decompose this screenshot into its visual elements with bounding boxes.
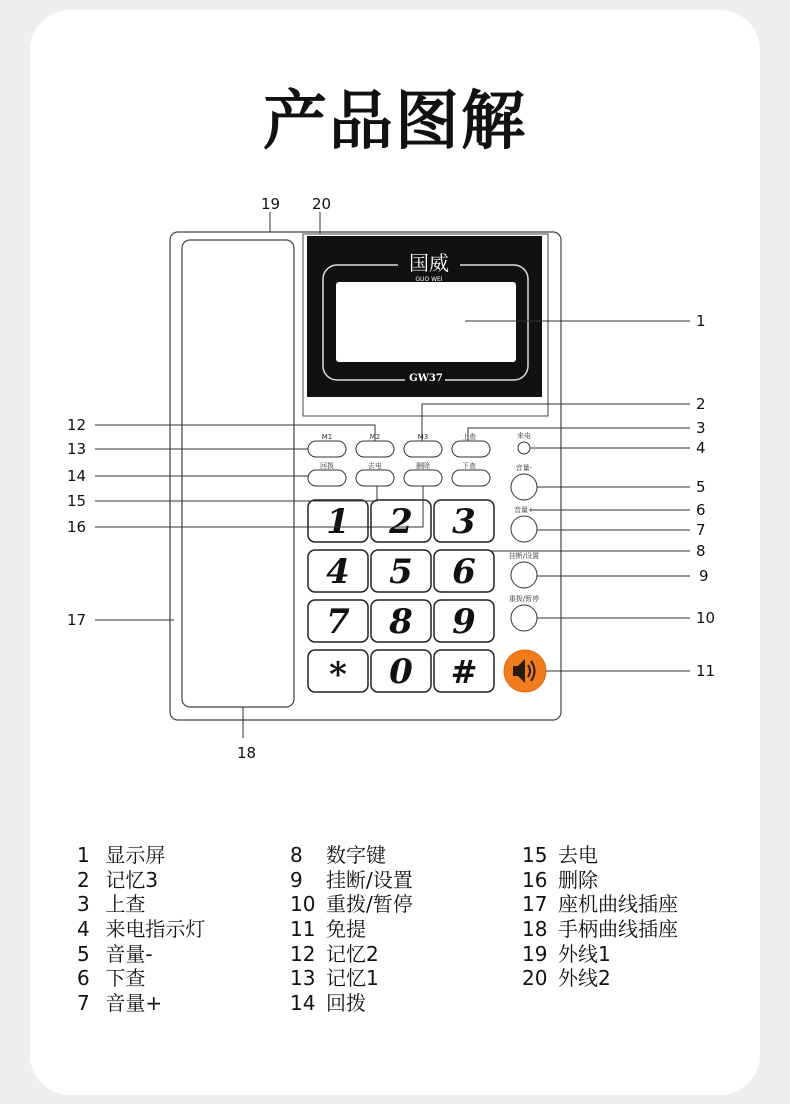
legend-item: 6 下查 <box>77 966 146 991</box>
brand-sub: GUO WEI <box>415 276 443 283</box>
callout-2: 2 <box>696 395 706 413</box>
delete-button[interactable] <box>404 470 442 486</box>
m3-button[interactable] <box>404 441 442 457</box>
legend-item: 15 去电 <box>522 843 598 867</box>
legend-item: 20 外线2 <box>522 966 611 991</box>
callout-5: 5 <box>696 478 706 496</box>
key-8-label: 8 <box>389 602 413 642</box>
callout-3: 3 <box>696 419 706 437</box>
page-title: 产品图解 <box>263 85 527 159</box>
key-0-label: 0 <box>389 652 413 692</box>
handset <box>182 240 294 707</box>
callout-17: 17 <box>67 611 87 629</box>
legend-item: 10 重拨/暂停 <box>290 892 413 917</box>
legend-item: 14 回拨 <box>290 991 366 1016</box>
legend-col-1 <box>77 843 205 1016</box>
legend-item: 8 数字键 <box>290 843 386 867</box>
m2-button[interactable] <box>356 441 394 457</box>
incoming-indicator-light <box>518 442 530 454</box>
key-star-label: * <box>329 655 347 695</box>
callout-14: 14 <box>67 467 87 485</box>
callout-4: 4 <box>696 439 706 457</box>
legend-item: 2 记忆3 <box>77 867 159 892</box>
callout-19: 19 <box>261 195 281 213</box>
incoming-label: 来电 <box>517 432 531 440</box>
legend-item: 18 手柄曲线插座 <box>522 917 678 942</box>
vol-down-button[interactable] <box>511 474 537 500</box>
up-search-label: 上查 <box>462 433 476 441</box>
legend-item: 13 记忆1 <box>290 966 379 991</box>
redial-pause-label: 重拨/暂停 <box>508 595 540 603</box>
callout-6: 6 <box>696 501 706 519</box>
redial-pause-button[interactable] <box>511 605 537 631</box>
callout-7: 7 <box>696 521 706 539</box>
vol-down-label: 音量- <box>515 464 533 472</box>
key-7-label: 7 <box>326 602 350 642</box>
key-hash-label: # <box>450 653 478 691</box>
callout-12: 12 <box>67 416 87 434</box>
key-6-label: 6 <box>452 552 476 592</box>
hangup-label: 挂断/设置 <box>508 552 540 560</box>
lcd-screen <box>336 282 516 362</box>
outgoing-label: 去电 <box>368 462 382 470</box>
brand-name: 国威 <box>409 251 449 275</box>
callout-16: 16 <box>67 518 87 536</box>
outgoing-button[interactable] <box>356 470 394 486</box>
legend-item: 7 音量+ <box>77 991 163 1016</box>
delete-label: 删除 <box>416 462 430 470</box>
callout-15: 15 <box>67 492 87 510</box>
key-3-label: 3 <box>452 502 476 542</box>
key-5-label: 5 <box>389 552 413 592</box>
m1-label: M1 <box>321 433 333 441</box>
legend-item: 4 来电指示灯 <box>77 917 206 942</box>
vol-up-button[interactable] <box>511 516 537 542</box>
up-search-button[interactable] <box>452 441 490 457</box>
key-4-label: 4 <box>326 552 350 592</box>
down-search-label: 下查 <box>462 462 476 470</box>
legend-col-3 <box>522 843 678 991</box>
legend-item: 12 记忆2 <box>290 941 379 966</box>
key-2-label: 2 <box>389 502 413 542</box>
vol-up-label: 音量+ <box>514 506 534 514</box>
redial-button[interactable] <box>308 470 346 486</box>
legend-item: 19 外线1 <box>522 941 611 966</box>
hangup-button[interactable] <box>511 562 537 588</box>
m3-label: M3 <box>417 433 429 441</box>
legend-item: 17 座机曲线插座 <box>522 892 678 917</box>
callout-18: 18 <box>237 744 257 762</box>
callout-13: 13 <box>67 440 87 458</box>
legend-item: 16 删除 <box>522 867 598 892</box>
legend-item: 1 显示屏 <box>77 843 166 867</box>
m2-label: M2 <box>369 433 381 441</box>
legend-item: 3 上查 <box>77 892 146 917</box>
callout-11: 11 <box>696 662 716 680</box>
legend-col-2 <box>290 843 413 1016</box>
m1-button[interactable] <box>308 441 346 457</box>
callout-20: 20 <box>312 195 332 213</box>
callout-9: 9 <box>699 567 709 585</box>
legend-item: 5 音量- <box>77 941 153 966</box>
key-1-label: 1 <box>326 502 350 542</box>
callout-10: 10 <box>696 609 716 627</box>
redial-label: 回拨 <box>320 462 334 470</box>
legend-item: 11 免提 <box>290 917 366 942</box>
legend-item: 9 挂断/设置 <box>290 867 413 892</box>
model-label: GW37 <box>409 373 443 384</box>
callout-1: 1 <box>696 312 706 330</box>
key-9-label: 9 <box>452 602 476 642</box>
callout-8: 8 <box>696 542 706 560</box>
down-search-button[interactable] <box>452 470 490 486</box>
